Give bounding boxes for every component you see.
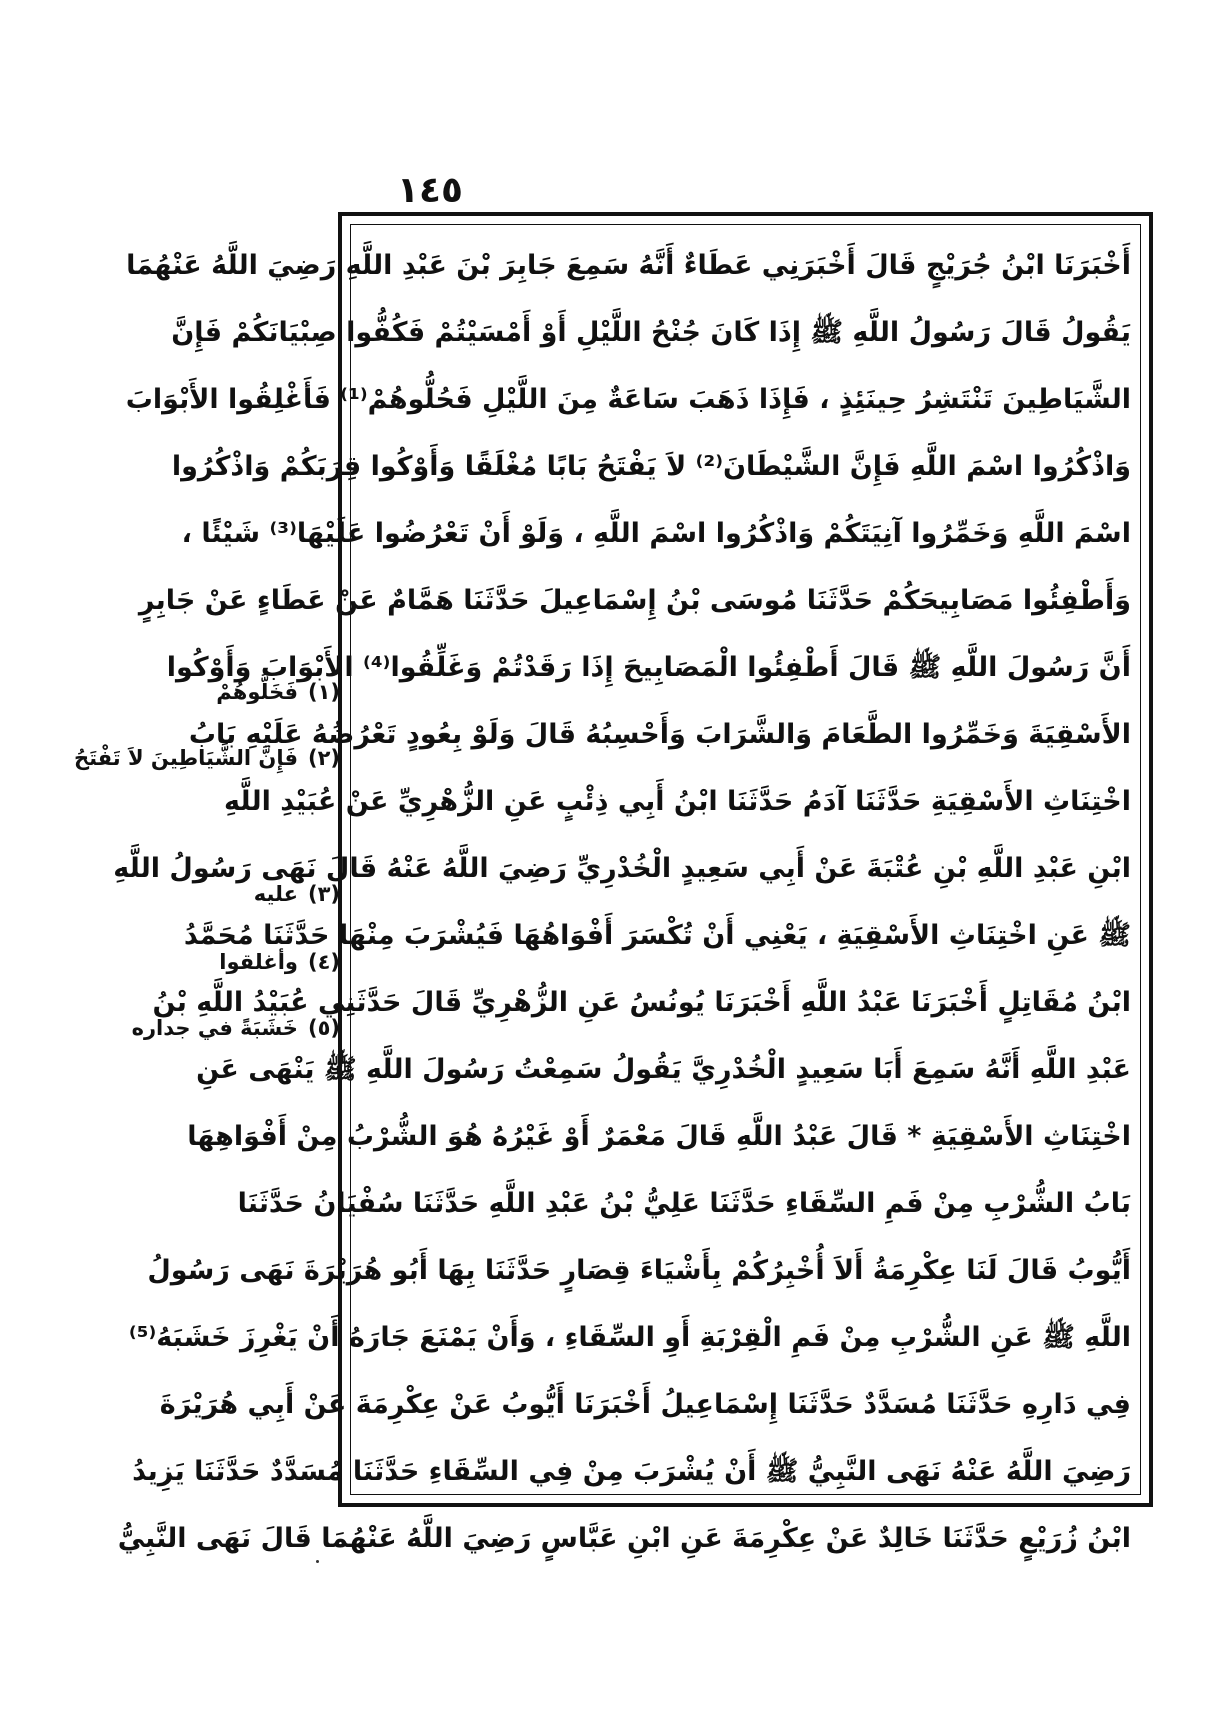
text-line: وَاذْكُرُوا اسْمَ اللَّهِ فَإِنَّ الشَّيْطَانَ⁽²⁾ لاَ يَفْتَحُ بَابًا مُغْلَقًا وَأَوْكُوا قِرَبَكُمْ وَاذْكُرُوا xyxy=(171,451,1131,482)
text-line: ﷺ عَنِ اخْتِنَاثِ الأَسْقِيَةِ ، يَعْنِي أَنْ تُكْسَرَ أَفْوَاهُهَا فَيُشْرَبَ مِنْهَا حَدَّثَنَا مُحَمَّدُ xyxy=(183,920,1131,951)
text-line: عَبْدِ اللَّهِ أَنَّهُ سَمِعَ أَبَا سَعِيدٍ الْخُدْرِيَّ يَقُولُ سَمِعْتُ رَسُولَ اللَّهِ ﷺ يَنْهَى عَنِ xyxy=(196,1054,1131,1085)
note-number: (٤) xyxy=(307,950,340,974)
text-line: بَابُ الشُّرْبِ مِنْ فَمِ السِّقَاءِ حَدَّثَنَا عَلِيُّ بْنُ عَبْدِ اللَّهِ حَدَّثَنَا سُفْيَانُ حَدَّثَنَا xyxy=(237,1188,1131,1219)
text-line: اللَّهِ ﷺ عَنِ الشُّرْبِ مِنْ فَمِ الْقِرْبَةِ أَوِ السِّقَاءِ ، وَأَنْ يَمْنَعَ جَارَهُ أَنْ يَغْرِزَ خَشَبَهُ⁽⁵⁾ xyxy=(128,1322,1131,1353)
note-number: (٣) xyxy=(307,882,340,906)
text-line: فِي دَارِهِ حَدَّثَنَا مُسَدَّدٌ حَدَّثَنَا إِسْمَاعِيلُ أَخْبَرَنَا أَيُّوبُ عَنْ عِكْرِمَةَ عَنْ أَبِي هُرَيْرَةَ xyxy=(159,1389,1131,1420)
margin-note xyxy=(254,882,340,906)
text-line: اسْمَ اللَّهِ وَخَمِّرُوا آنِيَتَكُمْ وَاذْكُرُوا اسْمَ اللَّهِ ، وَلَوْ أَنْ تَعْرُضُوا عَلَيْهَا⁽³⁾ شَيْئًا ، xyxy=(181,518,1131,549)
margin-note xyxy=(216,680,340,704)
page-number: ١٤٥ xyxy=(397,170,463,211)
text-line: أَخْبَرَنَا ابْنُ جُرَيْجٍ قَالَ أَخْبَرَنِي عَطَاءٌ أَنَّهُ سَمِعَ جَابِرَ بْنَ عَبْدِ اللَّهِ رَضِيَ اللَّهُ عَنْهُمَا xyxy=(126,250,1131,281)
text-line: ابْنِ عَبْدِ اللَّهِ بْنِ عُتْبَةَ عَنْ أَبِي سَعِيدٍ الْخُدْرِيِّ رَضِيَ اللَّهُ عَنْهُ قَالَ نَهَى رَسُولُ اللَّهِ xyxy=(113,853,1131,884)
note-text: وأغلقوا xyxy=(219,950,298,974)
margin-note xyxy=(74,746,340,770)
text-line: اخْتِنَاثِ الأَسْقِيَةِ * قَالَ عَبْدُ اللَّهِ قَالَ مَعْمَرٌ أَوْ غَيْرُهُ هُوَ الشُّرْبُ مِنْ أَفْوَاهِهَا xyxy=(187,1121,1131,1152)
text-line: أَنَّ رَسُولَ اللَّهِ ﷺ قَالَ أَطْفِئُوا الْمَصَابِيحَ إِذَا رَقَدْتُمْ وَغَلِّقُوا⁽⁴⁾ الأَبْوَابَ وَأَوْكُوا xyxy=(166,652,1131,683)
text-line: اخْتِنَاثِ الأَسْقِيَةِ حَدَّثَنَا آدَمُ حَدَّثَنَا ابْنُ أَبِي ذِئْبٍ عَنِ الزُّهْرِيِّ عَنْ عُبَيْدِ اللَّهِ xyxy=(224,786,1131,817)
note-number: (٥) xyxy=(307,1016,340,1040)
note-number: (٢) xyxy=(307,746,340,770)
text-line: يَقُولُ قَالَ رَسُولُ اللَّهِ ﷺ إِذَا كَانَ جُنْحُ اللَّيْلِ أَوْ أَمْسَيْتُمْ فَكُفُّوا صِبْيَانَكُمْ فَإِنَّ xyxy=(171,317,1131,348)
text-line: الشَّيَاطِينَ تَنْتَشِرُ حِينَئِذٍ ، فَإِذَا ذَهَبَ سَاعَةٌ مِنَ اللَّيْلِ فَحُلُّوهُمْ⁽¹⁾ فَأَغْلِقُوا الأَبْوَابَ xyxy=(125,384,1131,415)
margin-note xyxy=(219,950,340,974)
text-line: ابْنُ زُرَيْعٍ حَدَّثَنَا خَالِدٌ عَنْ عِكْرِمَةَ عَنِ ابْنِ عَبَّاسٍ رَضِيَ اللَّهُ عَنْهُمَا قَالَ نَهَى النَّبِيُّ xyxy=(117,1523,1131,1554)
text-line: ابْنُ مُقَاتِلٍ أَخْبَرَنَا عَبْدُ اللَّهِ أَخْبَرَنَا يُونُسُ عَنِ الزُّهْرِيِّ قَالَ حَدَّثَنِي عُبَيْدُ اللَّهِ بْنُ xyxy=(152,987,1131,1018)
text-line: أَيُّوبُ قَالَ لَنَا عِكْرِمَةُ أَلاَ أُخْبِرُكُمْ بِأَشْيَاءَ قِصَارٍ حَدَّثَنَا بِهَا أَبُو هُرَيْرَةَ نَهَى رَسُولُ xyxy=(147,1255,1131,1286)
note-text: خَشَبَةً في جداره xyxy=(131,1016,298,1040)
note-text: عليه xyxy=(253,882,298,906)
text-line: رَضِيَ اللَّهُ عَنْهُ نَهَى النَّبِيُّ ﷺ أَنْ يُشْرَبَ مِنْ فِي السِّقَاءِ حَدَّثَنَا مُسَدَّدٌ حَدَّثَنَا يَزِيدُ xyxy=(132,1456,1131,1487)
text-line: الأَسْقِيَةَ وَخَمِّرُوا الطَّعَامَ وَالشَّرَابَ وَأَحْسِبُهُ قَالَ وَلَوْ بِعُودٍ تَعْرُضُهُ عَلَيْهِ بَابُ xyxy=(188,719,1131,750)
note-text: فَخَلُّوهُمْ xyxy=(216,680,298,704)
note-text: فَإِنَّ الشَّيَاطِينَ لاَ تَفْتَحُ xyxy=(73,746,298,770)
text-line: وَأَطْفِئُوا مَصَابِيحَكُمْ حَدَّثَنَا مُوسَى بْنُ إِسْمَاعِيلَ حَدَّثَنَا هَمَّامٌ عَنْ عَطَاءٍ عَنْ جَابِرٍ xyxy=(138,585,1131,616)
margin-note xyxy=(132,1016,340,1040)
ink-speck xyxy=(316,1560,319,1563)
note-number: (١) xyxy=(307,680,340,704)
